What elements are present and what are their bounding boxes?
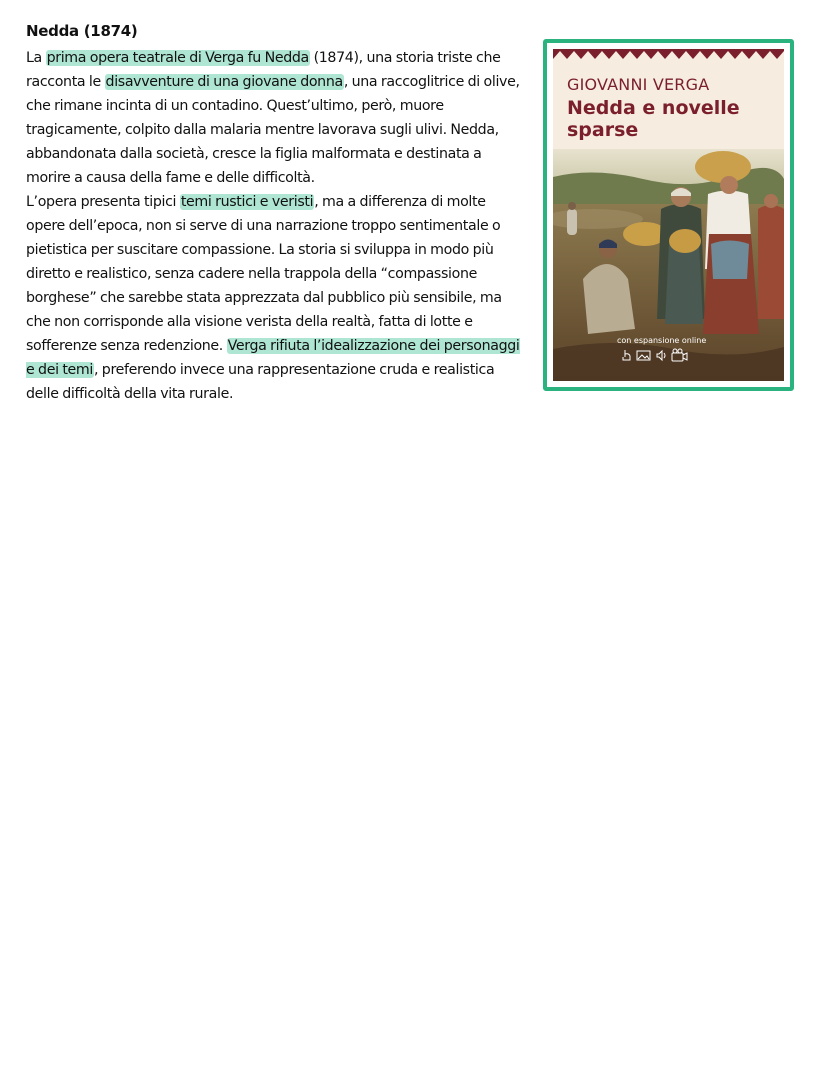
- cover-painting: [553, 149, 784, 381]
- paragraph-1: [26, 46, 526, 190]
- text-run: L’opera presenta tipici: [26, 194, 180, 210]
- audio-icon: [657, 351, 665, 360]
- cover-author: GIOVANNI VERGA: [567, 75, 710, 94]
- scallop-border: [553, 49, 784, 63]
- highlight: temi rustici e veristi: [180, 194, 314, 210]
- text-run: La: [26, 50, 46, 66]
- paragraph-2: [26, 190, 526, 406]
- image-icon: [637, 351, 650, 360]
- extension-label: con espansione online: [617, 336, 707, 345]
- text-run: , preferendo invece una rappresentazione cruda e realistica delle difficoltà della vita rurale.: [26, 362, 495, 402]
- highlight: disavventure di una giovane donna: [105, 74, 343, 90]
- text-run: (1874), una storia triste che racconta le: [26, 50, 501, 90]
- extension-icons: [621, 348, 701, 362]
- highlight: Verga rifiuta l’idealizzazione dei personaggi e dei temi: [26, 338, 520, 378]
- book-cover: [553, 49, 784, 381]
- text-run: , una raccoglitrice di olive, che rimane incinta di un contadino. Quest’ultimo, però, muore tragicamente, colpito dalla malaria mentre lavorava sugli ulivi. Nedda, abbandonata dalla società, cresce la figlia malformata e destinata a morire a causa della fame e delle difficoltà.: [26, 74, 520, 186]
- cover-title: Nedda e novelle sparse: [567, 97, 740, 141]
- page-title: Nedda (1874): [26, 22, 138, 40]
- book-cover-frame: [543, 39, 794, 391]
- video-icon: [672, 349, 687, 361]
- text-run: , ma a differenza di molte opere dell’epoca, non si serve di una narrazione troppo sentimentale o pietistica per suscitare compassione. La storia si sviluppa in modo più diretto e realistico, senza cadere nella trappola della “compassione borghese” che sarebbe stata apprezzata dal pubblico più sensibile, ma che non corrisponde alla visione verista della realtà, fatta di lotte e sofferenze senza redenzione.: [26, 194, 502, 354]
- touch-icon: [623, 350, 630, 360]
- body-text: [26, 46, 526, 406]
- highlight: prima opera teatrale di Verga fu Nedda: [46, 50, 309, 66]
